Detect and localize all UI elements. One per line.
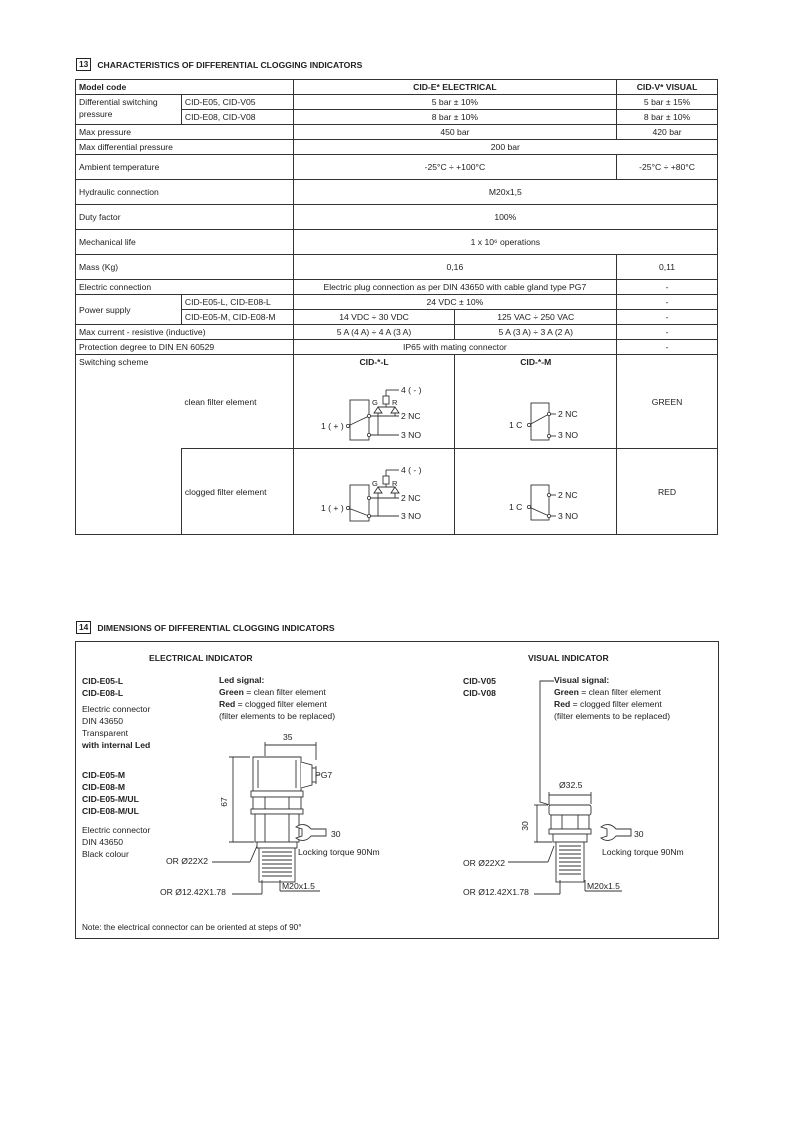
cell-value: 5 bar ± 15% <box>617 95 718 110</box>
model-code: CID-E08-L <box>82 688 124 698</box>
o-ring-12: OR Ø12.42X1.78 <box>160 887 226 897</box>
desc-text: Black colour <box>82 849 129 859</box>
orientation-note: Note: the electrical connector can be oriented at steps of 90° <box>82 923 302 932</box>
dim-diameter: Ø32.5 <box>559 780 583 790</box>
o-ring-12: OR Ø12.42X1.78 <box>463 887 529 897</box>
cell-value: 5 A (3 A) ÷ 3 A (2 A) <box>455 325 617 340</box>
row-label: Max current - resistive (inductive) <box>76 325 294 340</box>
row-label: Mass (Kg) <box>76 255 294 280</box>
terminal-3: 3 NO <box>558 511 579 521</box>
dim-30-vertical: 30 <box>519 821 530 831</box>
cell-value: -25°C ÷ +100°C <box>293 155 616 180</box>
header-electrical: CID-E* ELECTRICAL <box>293 80 616 95</box>
terminal-3: 3 NO <box>401 511 422 521</box>
led-green-text: = clean filter element <box>243 687 326 697</box>
dim-35: 35 <box>283 732 293 742</box>
desc-text: Electric connector <box>82 704 151 714</box>
cell-value: - <box>617 340 718 355</box>
cell-value: RED <box>617 449 718 535</box>
scheme-col-m: CID-*-M <box>520 357 552 367</box>
model-code: CID-E08-M <box>82 782 125 792</box>
terminal-4: 4 ( - ) <box>401 385 422 395</box>
terminal-g: G <box>372 479 378 488</box>
led-signal-title: Led signal: <box>219 675 265 685</box>
row-code: clogged filter element <box>181 449 293 535</box>
o-ring-22: OR Ø22X2 <box>166 856 209 866</box>
desc-text: Transparent <box>82 728 129 738</box>
cell-value: 1 x 10⁶ operations <box>293 230 717 255</box>
row-label: Hydraulic connection <box>76 180 294 205</box>
model-code: CID-V05 <box>463 676 496 686</box>
model-code: CID-V08 <box>463 688 496 698</box>
cell-value: 14 VDC ÷ 30 VDC <box>293 310 455 325</box>
locking-torque: Locking torque 90Nm <box>298 847 380 857</box>
cell-value: IP65 with mating connector <box>293 340 616 355</box>
cell-value: Electric plug connection as per DIN 43650 with cable gland type PG7 <box>293 280 616 295</box>
row-code: CID-E05-L, CID-E08-L <box>181 295 293 310</box>
model-code: CID-E05-L <box>82 676 124 686</box>
terminal-3: 3 NO <box>401 430 422 440</box>
terminal-1: 1 C <box>509 420 523 430</box>
model-code: CID-E05-M/UL <box>82 794 139 804</box>
desc-text: DIN 43650 <box>82 837 124 847</box>
header-visual: CID-V* VISUAL <box>617 80 718 95</box>
terminal-1: 1 ( + ) <box>321 421 344 431</box>
row-label: Mechanical life <box>76 230 294 255</box>
section-heading: CHARACTERISTICS OF DIFFERENTIAL CLOGGING INDICATORS <box>97 59 363 70</box>
section-heading: DIMENSIONS OF DIFFERENTIAL CLOGGING INDICATORS <box>97 622 335 633</box>
led-note: (filter elements to be replaced) <box>219 711 336 721</box>
cell-value: 24 VDC ± 10% <box>293 295 616 310</box>
section-number: 14 <box>76 621 91 634</box>
section-number: 13 <box>76 58 91 71</box>
cell-value: 8 bar ± 10% <box>617 110 718 125</box>
desc-text: DIN 43650 <box>82 716 124 726</box>
row-label: Switching scheme <box>76 355 182 449</box>
row-label: Ambient temperature <box>76 155 294 180</box>
terminal-3: 3 NO <box>558 430 579 440</box>
vis-green-word: Green <box>554 687 579 697</box>
cell-value: 0,11 <box>617 255 718 280</box>
cell-value: - <box>617 295 718 310</box>
row-label: Max pressure <box>76 125 294 140</box>
o-ring-22: OR Ø22X2 <box>463 858 506 868</box>
cell-value: - <box>617 325 718 340</box>
locking-torque: Locking torque 90Nm <box>602 847 684 857</box>
row-label: Electric connection <box>76 280 294 295</box>
cell-value: - <box>617 310 718 325</box>
thread-m20: M20x1.5 <box>282 881 315 891</box>
cell-value: 420 bar <box>617 125 718 140</box>
terminal-2: 2 NC <box>401 411 421 421</box>
cell-value: 125 VAC ÷ 250 VAC <box>455 310 617 325</box>
terminal-r: R <box>392 479 398 488</box>
cell-value: 100% <box>293 205 717 230</box>
row-code: CID-E05-M, CID-E08-M <box>181 310 293 325</box>
cell-value: 5 A (4 A) ÷ 4 A (3 A) <box>293 325 455 340</box>
terminal-2: 2 NC <box>558 490 578 500</box>
row-label: Power supply <box>76 295 182 325</box>
thread-m20: M20x1.5 <box>587 881 620 891</box>
row-label: Differential switching pressure <box>76 95 182 125</box>
cell-value: -25°C ÷ +80°C <box>617 155 718 180</box>
model-code: CID-E05-M <box>82 770 125 780</box>
vis-green-text: = clean filter element <box>578 687 661 697</box>
row-code: CID-E05, CID-V05 <box>181 95 293 110</box>
cell-value: GREEN <box>617 355 718 449</box>
terminal-r: R <box>392 398 398 407</box>
cell-value: 450 bar <box>293 125 616 140</box>
cell-value: M20x1,5 <box>293 180 717 205</box>
terminal-4: 4 ( - ) <box>401 465 422 475</box>
cell-value: 5 bar ± 10% <box>293 95 616 110</box>
vis-red-word: Red <box>554 699 571 709</box>
wrench-size: 30 <box>634 829 644 839</box>
cell-value: 8 bar ± 10% <box>293 110 616 125</box>
electrical-indicator-drawing <box>212 742 326 894</box>
model-code: CID-E08-M/UL <box>82 806 139 816</box>
cell-value: - <box>617 280 718 295</box>
visual-indicator-title: VISUAL INDICATOR <box>528 653 609 663</box>
led-green-word: Green <box>219 687 244 697</box>
terminal-2: 2 NC <box>401 493 421 503</box>
scheme-col-l: CID-*-L <box>359 357 389 367</box>
led-red-word: Red <box>219 699 236 709</box>
wrench-size: 30 <box>331 829 341 839</box>
electrical-indicator-title: ELECTRICAL INDICATOR <box>149 653 253 663</box>
visual-signal-title: Visual signal: <box>554 675 610 685</box>
row-label: Protection degree to DIN EN 60529 <box>76 340 294 355</box>
row-code: clean filter element <box>181 355 293 449</box>
row-code: CID-E08, CID-V08 <box>181 110 293 125</box>
row-label: Max differential pressure <box>76 140 294 155</box>
vis-red-text: = clogged filter element <box>570 699 662 709</box>
cell-value: 200 bar <box>293 140 717 155</box>
vis-note: (filter elements to be replaced) <box>554 711 671 721</box>
dim-67: 67 <box>218 797 229 807</box>
row-label: Duty factor <box>76 205 294 230</box>
desc-text: Electric connector <box>82 825 151 835</box>
terminal-g: G <box>372 398 378 407</box>
desc-text: with internal Led <box>82 740 151 750</box>
header-model: Model code <box>76 80 294 95</box>
terminal-1: 1 ( + ) <box>321 503 344 513</box>
terminal-1: 1 C <box>509 502 523 512</box>
pg7-label: PG7 <box>315 770 333 780</box>
cell-value: 0,16 <box>293 255 616 280</box>
led-red-text: = clogged filter element <box>235 699 327 709</box>
terminal-2: 2 NC <box>558 409 578 419</box>
